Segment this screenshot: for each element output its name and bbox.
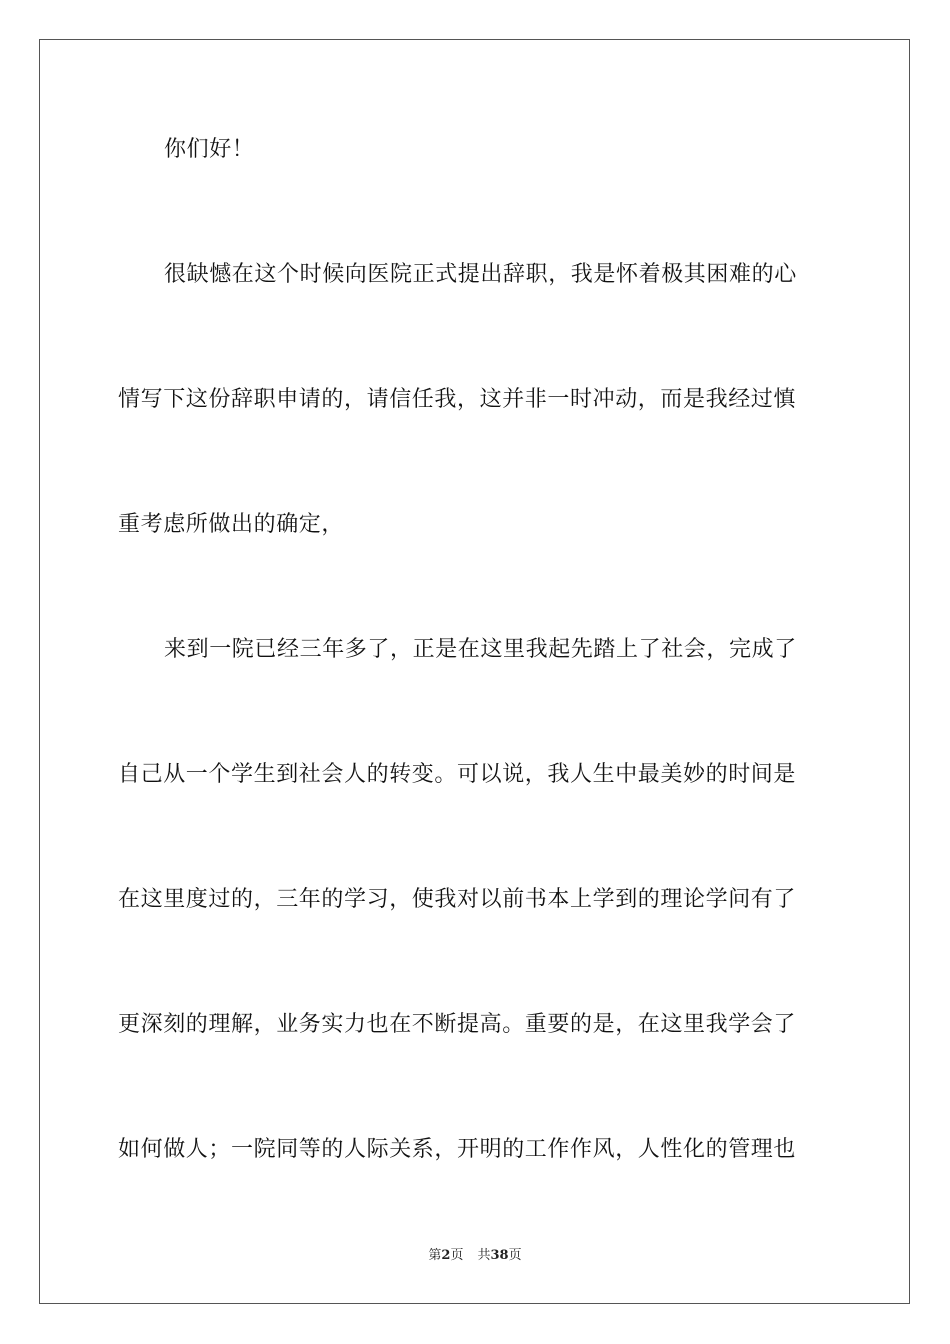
page-border [39, 39, 910, 1304]
body-line-5: 自己从一个学生到社会人的转变。可以说，我人生中最美妙的时间是 [118, 762, 797, 787]
page-footer [0, 1247, 950, 1265]
body-line-4: 来到一院已经三年多了，正是在这里我起先踏上了社会，完成了 [164, 637, 797, 662]
total-prefix: 共 [477, 1248, 491, 1263]
body-line-8: 如何做人；一院同等的人际关系，开明的工作作风，人性化的管理也 [118, 1137, 797, 1162]
body-line-1: 很缺憾在这个时候向医院正式提出辞职，我是怀着极其困难的心 [164, 262, 797, 287]
page-suffix: 页 [450, 1248, 464, 1263]
page-prefix: 第 [428, 1248, 442, 1263]
body-line-2: 情写下这份辞职申请的，请信任我，这并非一时冲动，而是我经过慎 [118, 387, 797, 412]
page-number: 2 [441, 1248, 451, 1263]
greeting-line: 你们好！ [164, 137, 255, 162]
body-line-7: 更深刻的理解，业务实力也在不断提高。重要的是，在这里我学会了 [118, 1012, 797, 1037]
total-suffix: 页 [508, 1248, 522, 1263]
body-line-6: 在这里度过的，三年的学习，使我对以前书本上学到的理论学问有了 [118, 887, 797, 912]
total-pages: 38 [490, 1248, 509, 1263]
body-line-3: 重考虑所做出的确定， [118, 512, 345, 537]
